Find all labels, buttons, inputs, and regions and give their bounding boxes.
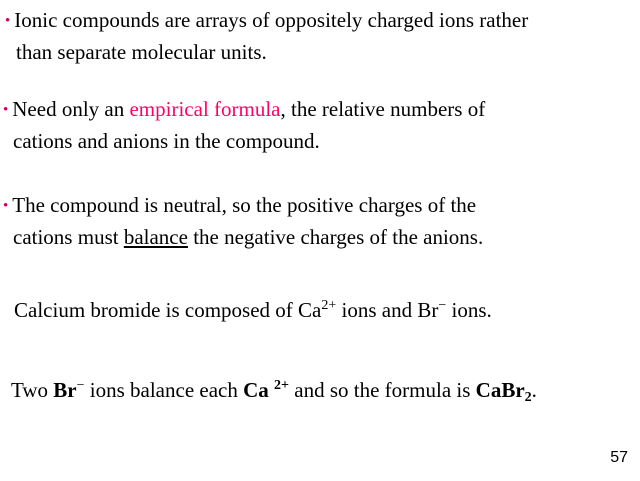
superscript [274,378,289,393]
line [3,223,483,252]
line [3,127,485,156]
text: cations must [13,225,124,249]
bold-formula: CaBr [475,378,525,402]
superscript: − [76,378,85,393]
text: The compound is neutral, so the positive charges of the [12,193,477,217]
line [5,6,528,38]
text: ions. [446,298,492,322]
page-number: 57 [610,449,628,466]
text: the negative charges of the anions. [187,225,484,249]
text: Need only an [12,97,130,121]
bullet-paragraph-empirical-formula [3,95,485,156]
text: ions and Br [336,298,439,322]
underlined-balance: balance [123,225,188,249]
line [3,95,485,127]
text: Ionic compounds are arrays of oppositely charged ions rather [14,8,529,32]
bullet-icon: • [3,102,9,118]
bullet-icon: • [3,198,9,214]
superscript: − [438,298,447,313]
subscript [525,390,532,405]
bullet-paragraph-neutral-compound [3,191,483,252]
superscript: 2+ [321,298,337,313]
text: Calcium bromide is composed of Ca [14,298,322,322]
bullet-paragraph-ionic-compounds [5,6,528,67]
text: , the relative numbers of [280,97,486,121]
text: and so the formula is [289,378,476,402]
text: cations and anions in the compound. [13,129,320,153]
bold-br: Br [53,378,77,402]
bold-superscript: 2+ [274,378,290,393]
line [3,191,483,223]
text: than separate molecular units. [16,40,267,64]
text: ions balance each [84,378,244,402]
calcium-bromide-statement [14,296,492,325]
bold-subscript: 2 [524,390,532,405]
bold-ca: Ca [243,378,275,402]
formula-statement [11,376,537,405]
line [5,38,528,67]
text: Two [11,378,54,402]
bullet-icon: • [5,13,11,29]
text: . [531,378,537,402]
highlight-empirical-formula: empirical formula [129,97,281,121]
